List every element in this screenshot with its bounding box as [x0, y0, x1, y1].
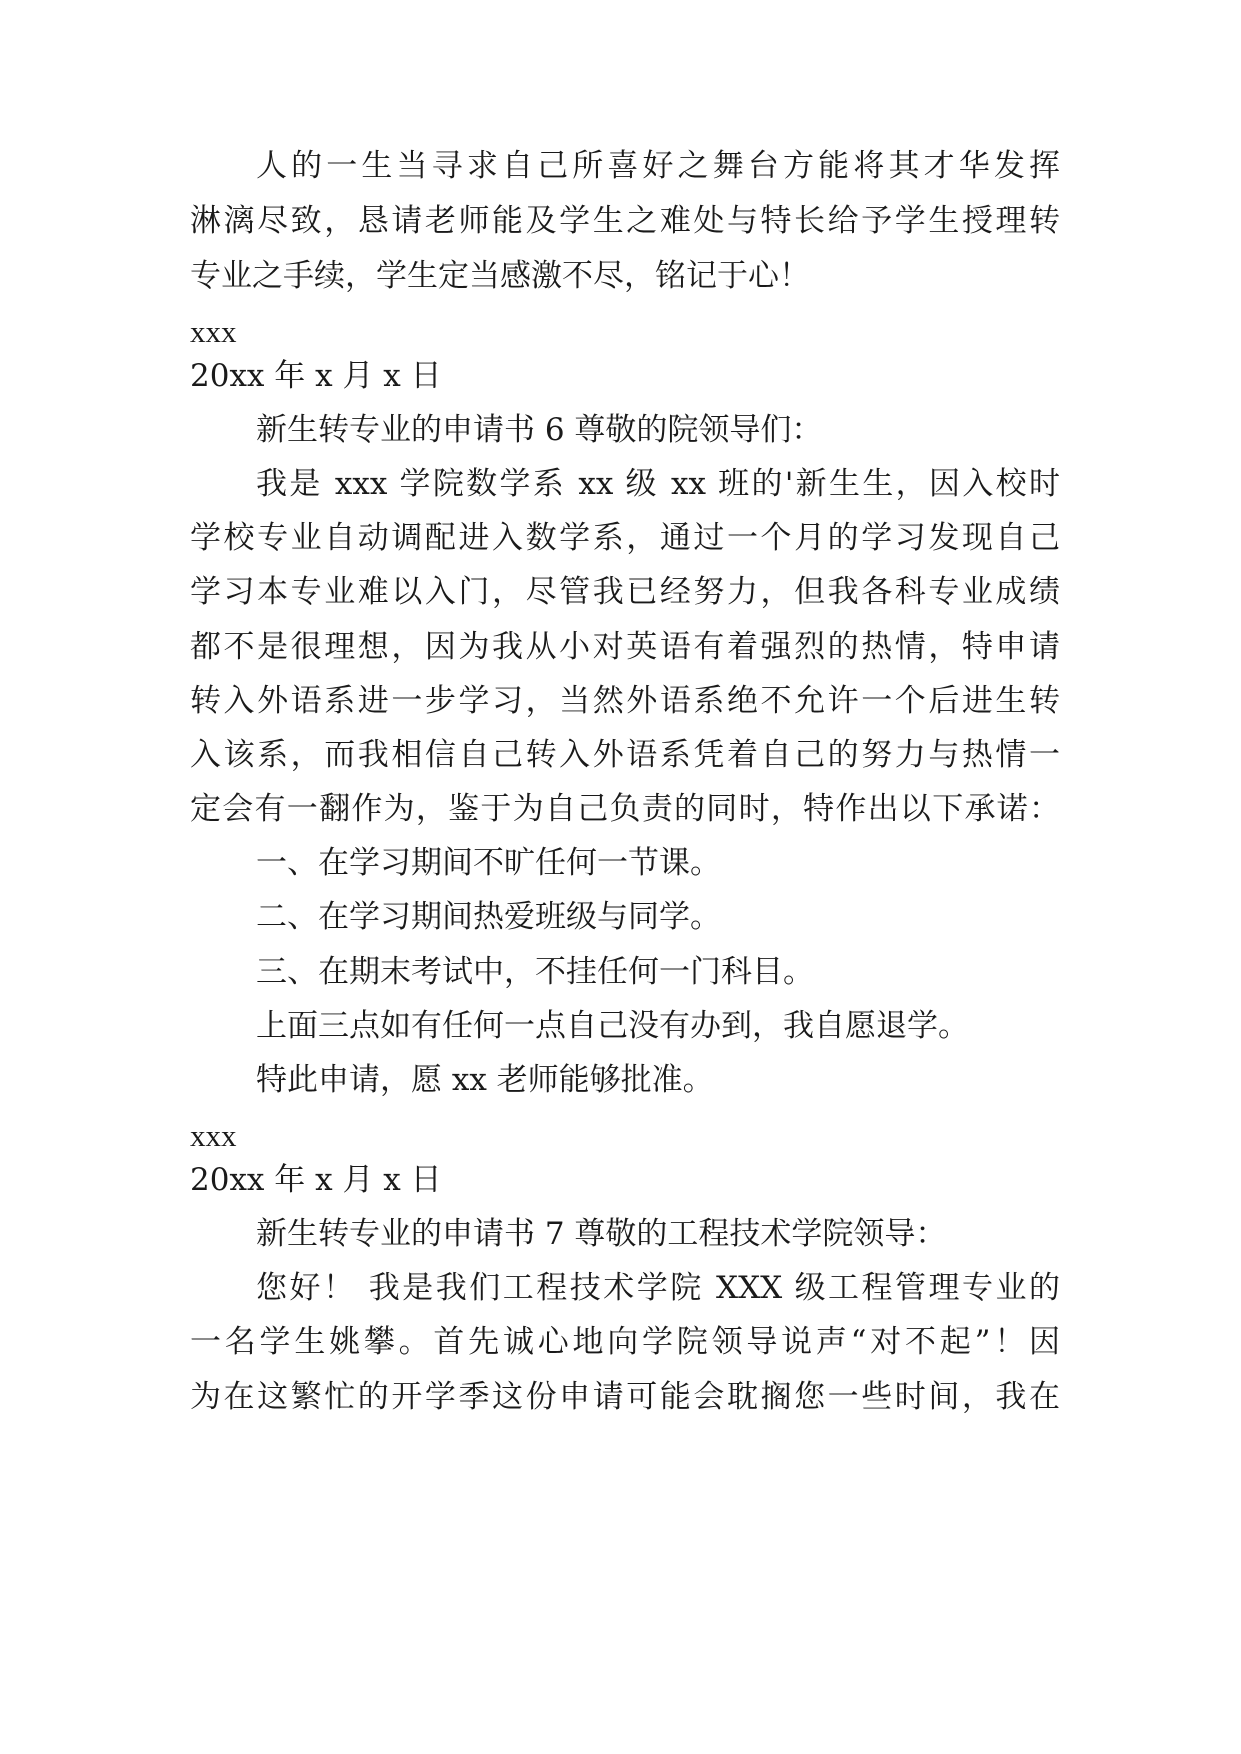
section-heading: 新生转专业的申请书 7 尊敬的工程技术学院领导：	[256, 1216, 947, 1252]
paragraph-line: 上面三点如有任何一点自己没有办到，我自愿退学。	[256, 1008, 969, 1044]
paragraph-line: 人的一生当寻求自己所喜好之舞台方能将其才华发挥	[256, 148, 1060, 184]
paragraph-line: 都不是很理想，因为我从小对英语有着强烈的热情，特申请	[190, 629, 1060, 665]
list-item: 一、在学习期间不旷任何一节课。	[256, 845, 721, 881]
paragraph-line: 定会有一翻作为，鉴于为自己负责的同时，特作出以下承诺：	[190, 791, 1060, 827]
paragraph-line: 一名学生姚攀。首先诚心地向学院领导说声“对不起”！因	[190, 1324, 1060, 1360]
list-item: 二、在学习期间热爱班级与同学。	[256, 899, 721, 935]
paragraph-line: 特此申请，愿 xx 老师能够批准。	[256, 1062, 714, 1098]
signature-date: 20xx 年 x 月 x 日	[190, 1162, 442, 1198]
paragraph-line: 学习本专业难以入门，尽管我已经努力，但我各科专业成绩	[190, 574, 1060, 610]
signature-name: xxx	[190, 314, 237, 349]
paragraph-line: 学校专业自动调配进入数学系，通过一个月的学习发现自己	[190, 520, 1060, 556]
list-item: 三、在期末考试中，不挂任何一门科目。	[256, 954, 814, 990]
paragraph-line: 专业之手续，学生定当感激不尽，铭记于心！	[190, 258, 810, 294]
paragraph-line: 转入外语系进一步学习，当然外语系绝不允许一个后进生转	[190, 683, 1060, 719]
paragraph-line: 入该系，而我相信自己转入外语系凭着自己的努力与热情一	[190, 737, 1060, 773]
section-heading: 新生转专业的申请书 6 尊敬的院领导们：	[256, 412, 823, 448]
paragraph-line: 淋漓尽致，恳请老师能及学生之难处与特长给予学生授理转	[190, 203, 1060, 239]
paragraph-line: 您好！ 我是我们工程技术学院 XXX 级工程管理专业的	[256, 1270, 1060, 1306]
signature-date: 20xx 年 x 月 x 日	[190, 358, 442, 394]
paragraph-line: 我是 xxx 学院数学系 xx 级 xx 班的'新生生，因入校时	[256, 466, 1060, 502]
paragraph-line: 为在这繁忙的开学季这份申请可能会耽搁您一些时间，我在	[190, 1379, 1060, 1415]
signature-name: xxx	[190, 1118, 237, 1153]
